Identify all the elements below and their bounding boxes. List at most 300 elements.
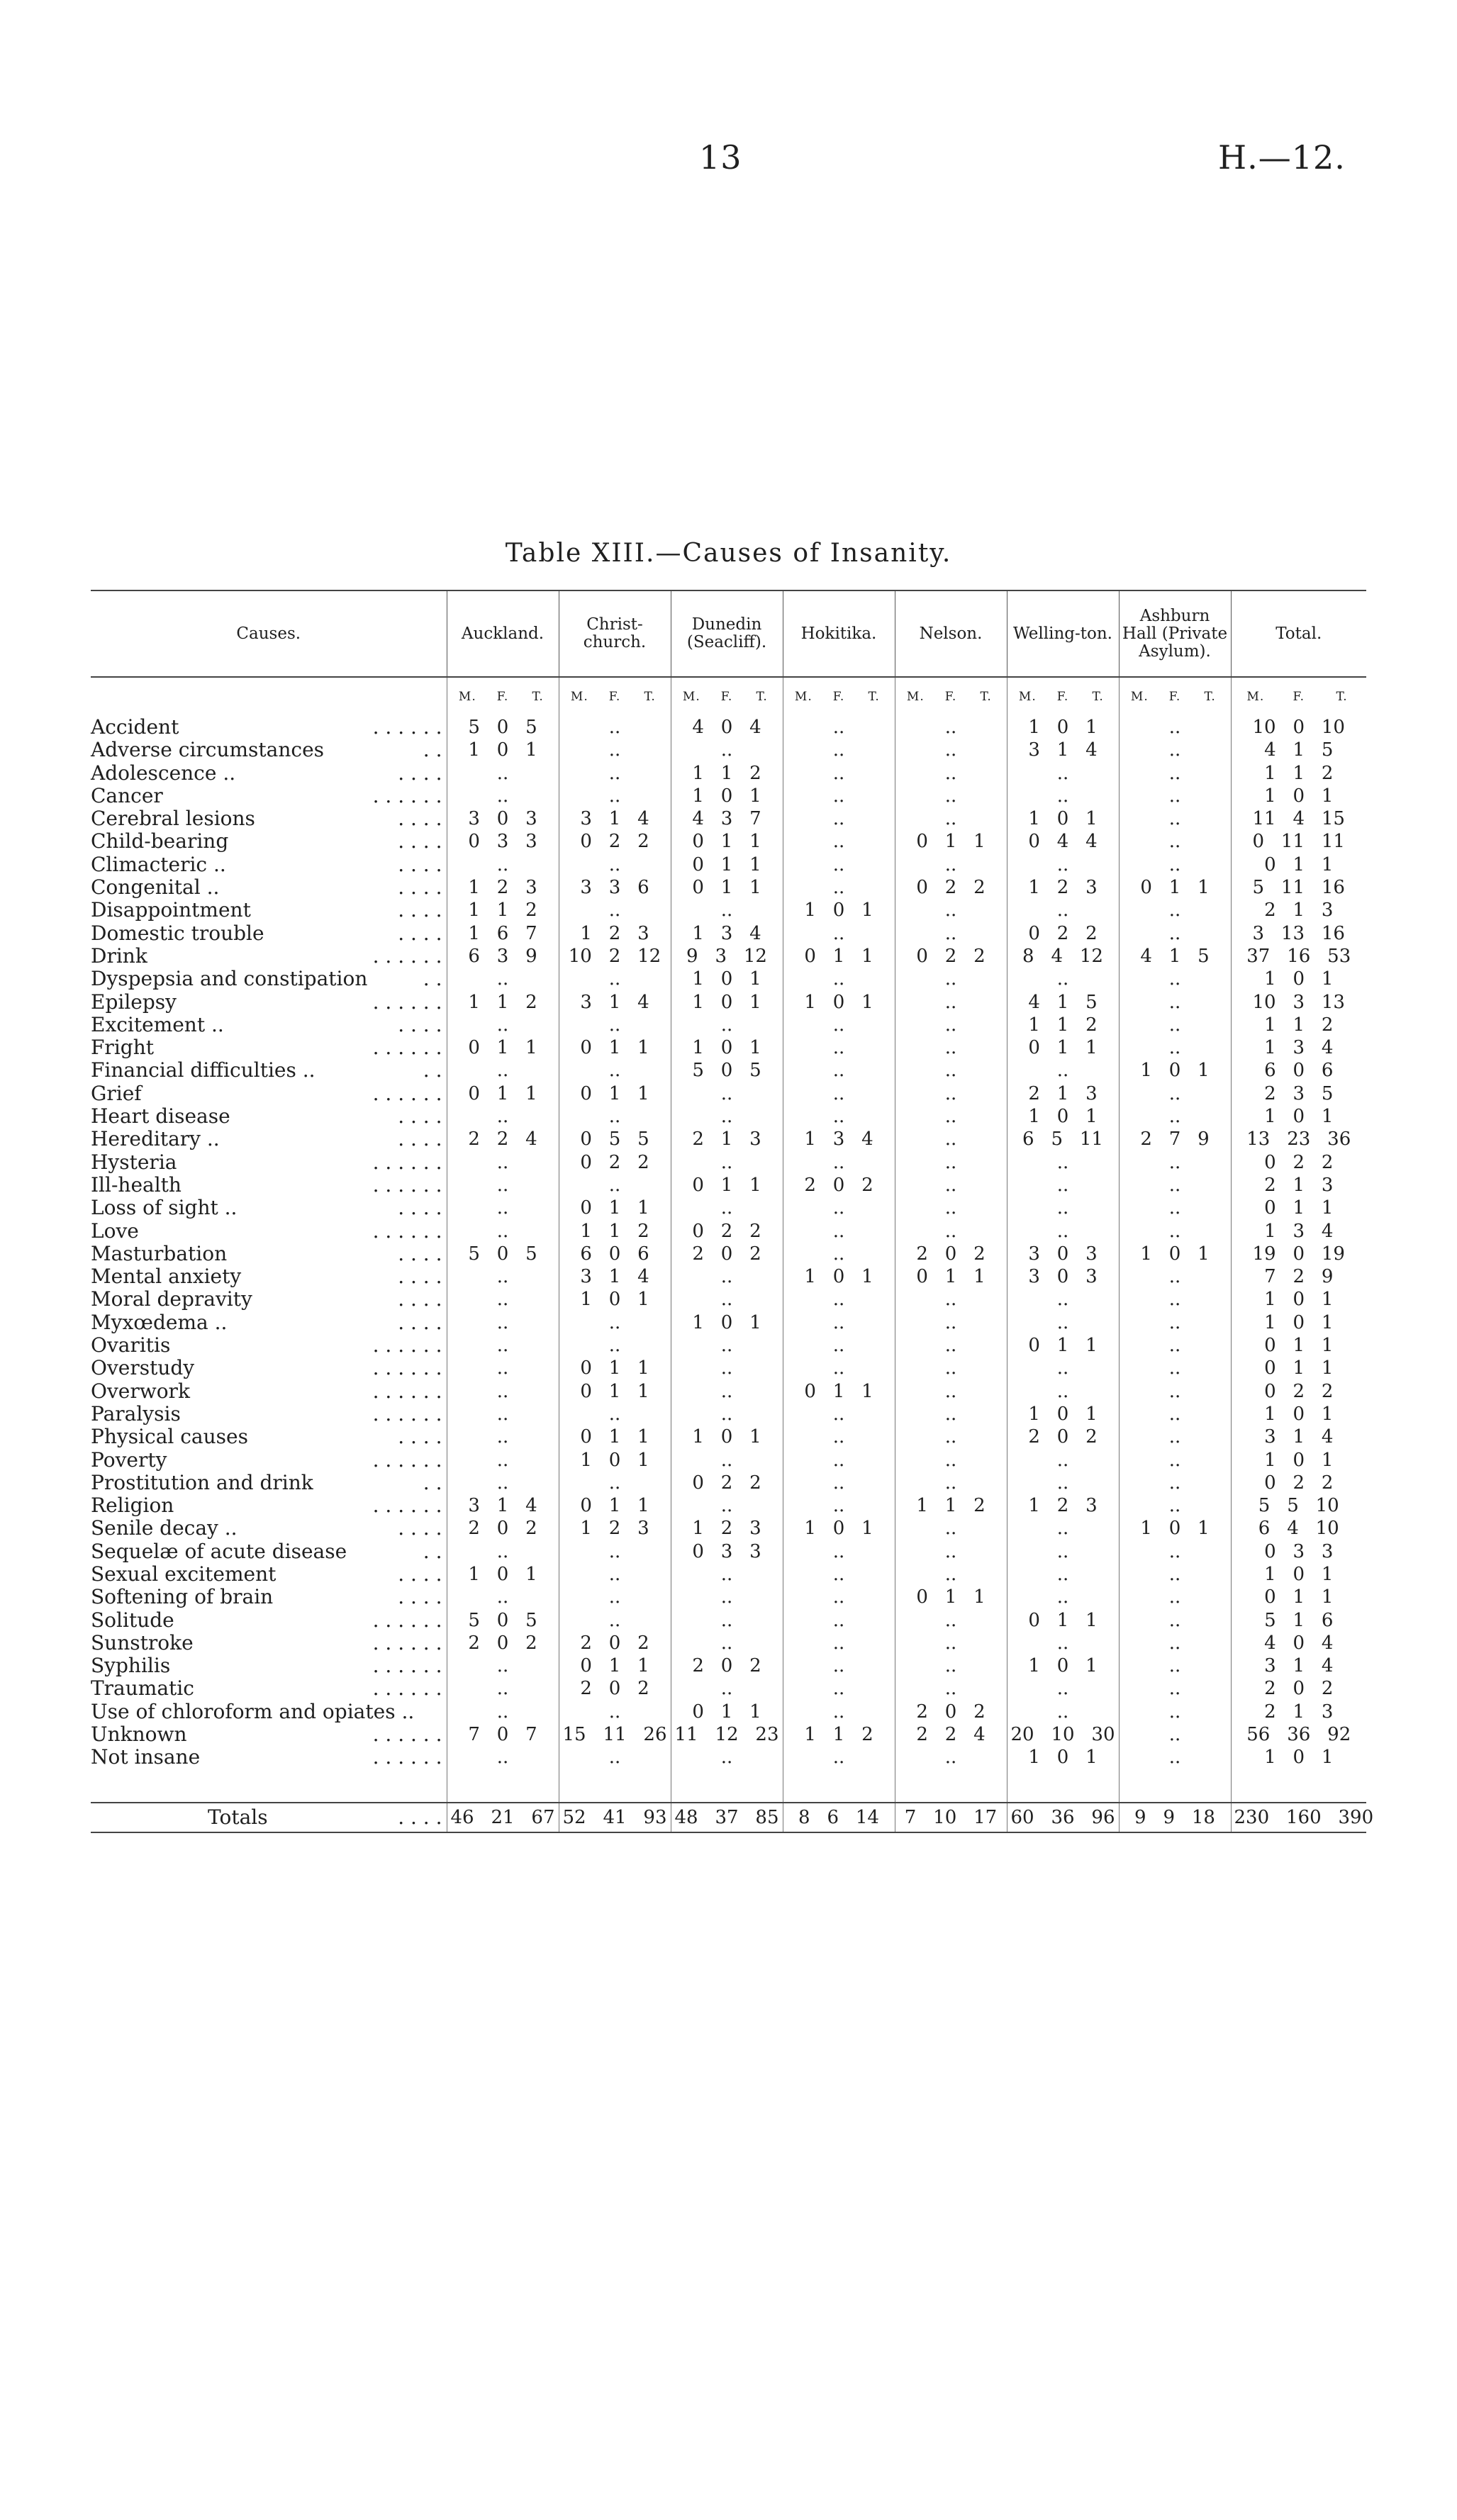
cause-label: Hysteria xyxy=(91,1150,177,1174)
cell-value: 1 2 3 xyxy=(692,1518,761,1540)
cell-value: 1 3 4 xyxy=(1264,1037,1334,1059)
cell-auckland xyxy=(447,762,559,785)
cell-christchurch xyxy=(559,1632,671,1654)
leader-dots: . . xyxy=(423,1058,442,1082)
cell-christchurch xyxy=(559,785,671,807)
cell-value: 1 0 1 xyxy=(804,991,873,1013)
cell-nelson xyxy=(895,876,1007,899)
cause-label: Softening of brain xyxy=(91,1585,274,1609)
cell-value: .. xyxy=(720,739,733,761)
cell-value: 1 0 1 xyxy=(804,1518,873,1540)
cell-value: .. xyxy=(496,1197,509,1219)
cell-nelson xyxy=(895,1380,1007,1403)
leader-dots: . . . . xyxy=(398,875,442,900)
cell-value: .. xyxy=(496,1106,509,1128)
cause-label: Mental anxiety xyxy=(91,1265,242,1289)
cell-value: .. xyxy=(496,1380,509,1402)
cell-auckland xyxy=(447,1472,559,1494)
cell-value: 1 0 1 xyxy=(804,900,873,922)
cell-wellington xyxy=(1007,1380,1119,1403)
cell-value: .. xyxy=(496,1678,509,1700)
causes-of-insanity-table xyxy=(91,590,1374,1833)
cell-value: 1 0 1 xyxy=(1028,1747,1098,1769)
cell-dunedin xyxy=(671,853,783,876)
cell-value: 3 1 4 xyxy=(468,1495,537,1517)
cell-value: .. xyxy=(832,1082,845,1104)
cell-wellington xyxy=(1007,922,1119,945)
cause-cell xyxy=(91,1701,447,1723)
cell-dunedin xyxy=(671,1243,783,1265)
cell-value: .. xyxy=(608,853,621,875)
cell-value: .. xyxy=(608,1106,621,1128)
cell-value: .. xyxy=(832,1678,845,1700)
table-row xyxy=(91,1472,1366,1494)
subheader-label: F. xyxy=(608,690,621,704)
cell-value: .. xyxy=(944,900,957,922)
cell-christchurch xyxy=(559,762,671,785)
cell-hokitika xyxy=(783,1586,895,1608)
cell-dunedin xyxy=(671,1632,783,1654)
cell-dunedin xyxy=(671,1311,783,1334)
cell-dunedin xyxy=(671,739,783,761)
column-header-wellington: Welling-ton. xyxy=(1007,590,1119,677)
cell-value: 10 0 10 xyxy=(1252,717,1345,738)
cell-value: .. xyxy=(832,877,845,899)
cell-dunedin xyxy=(671,1151,783,1174)
cell-value: 0 1 1 xyxy=(1028,1609,1098,1631)
cell-auckland xyxy=(447,1723,559,1746)
header-row xyxy=(91,590,1366,677)
cell-value: 3 13 16 xyxy=(1252,922,1345,944)
cell-value: .. xyxy=(496,968,509,990)
cell-total xyxy=(1231,1357,1366,1379)
leader-dots: . . . . xyxy=(398,1310,442,1334)
cell-value: 1 0 1 xyxy=(1264,785,1334,807)
column-header-total: Total. xyxy=(1231,590,1366,677)
subheader-label: T. xyxy=(756,690,768,704)
cell-auckland xyxy=(447,1654,559,1677)
cell-ashburn-hall xyxy=(1119,1563,1231,1586)
leader-dots: . . . . . . xyxy=(372,1608,442,1632)
cell-total xyxy=(1231,1128,1366,1150)
leader-dots: . . xyxy=(423,1470,442,1494)
cell-value: .. xyxy=(944,1082,957,1104)
cell-ashburn-hall xyxy=(1119,968,1231,990)
cell-value: 1 3 4 xyxy=(1264,1220,1334,1242)
table-row xyxy=(91,1403,1366,1426)
leader-dots: . . . . . . xyxy=(372,715,442,739)
cell-total xyxy=(1231,1220,1366,1243)
cell-nelson xyxy=(895,1105,1007,1128)
spacer-cell xyxy=(671,1769,783,1803)
cell-auckland xyxy=(447,1540,559,1563)
cause-cell xyxy=(91,1494,447,1517)
column-header-nelson: Nelson. xyxy=(895,590,1007,677)
table-row xyxy=(91,1151,1366,1174)
cell-value: 7 0 7 xyxy=(468,1724,537,1746)
cell-dunedin xyxy=(671,1563,783,1586)
cell-wellington xyxy=(1007,1128,1119,1150)
cell-value: .. xyxy=(944,1014,957,1036)
cell-value: .. xyxy=(720,1289,733,1311)
cell-hokitika xyxy=(783,1472,895,1494)
cell-dunedin xyxy=(671,1654,783,1677)
cell-value: 0 1 1 xyxy=(580,1197,649,1219)
cell-value: .. xyxy=(944,1037,957,1059)
cell-nelson xyxy=(895,1517,1007,1540)
cell-dunedin xyxy=(671,991,783,1014)
cell-value: .. xyxy=(1168,1014,1181,1036)
cell-value: .. xyxy=(608,1540,621,1562)
cell-wellington xyxy=(1007,1609,1119,1632)
cell-auckland xyxy=(447,1014,559,1036)
leader-dots: . . . . xyxy=(398,761,442,785)
table-row xyxy=(91,785,1366,807)
cell-value: .. xyxy=(1168,1357,1181,1379)
cell-value: .. xyxy=(1056,1311,1069,1333)
cell-dunedin xyxy=(671,899,783,922)
cell-total xyxy=(1231,1174,1366,1197)
cell-value: .. xyxy=(1056,1518,1069,1540)
cell-hokitika xyxy=(783,899,895,922)
cell-nelson xyxy=(895,1403,1007,1426)
cell-value: 1 0 1 xyxy=(1140,1518,1210,1540)
cell-nelson xyxy=(895,1654,1007,1677)
cell-total xyxy=(1231,1449,1366,1472)
cell-value: .. xyxy=(944,1174,957,1196)
cell-christchurch xyxy=(559,1357,671,1379)
leader-dots: . . . . xyxy=(398,1241,442,1265)
cell-value: .. xyxy=(1056,1449,1069,1471)
cell-value: .. xyxy=(944,1060,957,1082)
cell-nelson xyxy=(895,945,1007,968)
cell-hokitika xyxy=(783,1334,895,1357)
cell-value: .. xyxy=(832,1243,845,1265)
cell-hokitika xyxy=(783,1288,895,1311)
cell-nelson xyxy=(895,922,1007,945)
cell-value: 9 9 18 xyxy=(1134,1806,1215,1828)
table-row xyxy=(91,716,1366,739)
cell-hokitika xyxy=(783,762,895,785)
cell-value: 7 2 9 xyxy=(1264,1266,1334,1288)
cell-value: .. xyxy=(1056,1632,1069,1654)
cause-label: Loss of sight .. xyxy=(91,1196,238,1220)
cell-dunedin xyxy=(671,762,783,785)
cause-cell xyxy=(91,1197,447,1219)
cell-dunedin xyxy=(671,1197,783,1219)
cell-christchurch xyxy=(559,1494,671,1517)
cell-nelson xyxy=(895,1311,1007,1334)
cell-hokitika xyxy=(783,968,895,990)
cell-value: .. xyxy=(1168,1609,1181,1631)
cell-wellington xyxy=(1007,853,1119,876)
cell-value: .. xyxy=(944,1518,957,1540)
cell-wellington xyxy=(1007,1677,1119,1700)
cause-cell xyxy=(91,899,447,922)
cell-hokitika xyxy=(783,1632,895,1654)
cell-christchurch xyxy=(559,899,671,922)
cell-dunedin xyxy=(671,1105,783,1128)
cell-value: 0 1 1 xyxy=(916,831,986,853)
cell-value: 13 23 36 xyxy=(1246,1129,1351,1150)
cell-value: 2 0 2 xyxy=(468,1518,537,1540)
cell-value: .. xyxy=(832,1701,845,1723)
cell-ashburn-hall xyxy=(1119,1586,1231,1608)
cell-christchurch xyxy=(559,1014,671,1036)
cell-christchurch xyxy=(559,1288,671,1311)
leader-dots: . . . . . . xyxy=(372,783,442,807)
cell-value: 3 0 3 xyxy=(1028,1266,1098,1288)
cell-hokitika xyxy=(783,1701,895,1723)
cause-label: Congenital .. xyxy=(91,875,220,900)
table-row xyxy=(91,1563,1366,1586)
cause-cell xyxy=(91,1472,447,1494)
cell-hokitika xyxy=(783,1311,895,1334)
cell-value: 2 0 2 xyxy=(916,1243,986,1265)
cell-value: .. xyxy=(832,1106,845,1128)
cell-hokitika xyxy=(783,1082,895,1105)
cell-hokitika xyxy=(783,876,895,899)
cell-value: .. xyxy=(832,1586,845,1608)
table-row xyxy=(91,1494,1366,1517)
cell-value: 1 0 1 xyxy=(692,1311,761,1333)
cell-ashburn-hall xyxy=(1119,1220,1231,1243)
cell-value: 0 1 1 xyxy=(916,1586,986,1608)
cell-value: .. xyxy=(832,1357,845,1379)
cell-auckland xyxy=(447,1357,559,1379)
cell-value: 0 1 1 xyxy=(692,1701,761,1723)
table-row xyxy=(91,853,1366,876)
cell-value: .. xyxy=(832,1426,845,1448)
cause-cell xyxy=(91,807,447,830)
cell-value: 3 1 4 xyxy=(1264,1426,1334,1448)
cell-hokitika xyxy=(783,1449,895,1472)
cell-nelson xyxy=(895,1563,1007,1586)
cell-value: 5 0 5 xyxy=(692,1060,761,1082)
cause-label: Epilepsy xyxy=(91,990,177,1014)
cell-auckland xyxy=(447,1563,559,1586)
cell-value: 0 1 1 xyxy=(804,1380,873,1402)
cell-value: 8 4 12 xyxy=(1022,945,1103,967)
cell-ashburn-hall xyxy=(1119,1288,1231,1311)
cell-dunedin xyxy=(671,1540,783,1563)
leader-dots: . . . . xyxy=(398,1425,442,1449)
cell-value: 1 1 2 xyxy=(1264,762,1334,784)
cell-total xyxy=(1231,1334,1366,1357)
cell-wellington xyxy=(1007,1654,1119,1677)
cell-value: .. xyxy=(1168,1655,1181,1677)
cell-auckland xyxy=(447,1036,559,1059)
table-row xyxy=(91,1540,1366,1563)
cell-dunedin xyxy=(671,1220,783,1243)
cell-value: .. xyxy=(944,968,957,990)
table-row xyxy=(91,1334,1366,1357)
cell-value: .. xyxy=(944,1289,957,1311)
cell-value: .. xyxy=(832,1403,845,1425)
cell-auckland xyxy=(447,830,559,853)
leader-dots: . . xyxy=(423,1539,442,1563)
cell-auckland xyxy=(447,968,559,990)
cell-ashburn-hall xyxy=(1119,1677,1231,1700)
cell-hokitika xyxy=(783,1563,895,1586)
cell-christchurch xyxy=(559,968,671,990)
cell-value: 1 0 1 xyxy=(1264,1311,1334,1333)
cause-label: Financial difficulties .. xyxy=(91,1058,316,1082)
cause-label: Overstudy xyxy=(91,1356,195,1380)
subheader-label: F. xyxy=(1293,690,1305,704)
cell-total xyxy=(1231,1472,1366,1494)
cell-auckland xyxy=(447,1174,559,1197)
cell-ashburn-hall xyxy=(1119,1357,1231,1379)
cell-christchurch xyxy=(559,1220,671,1243)
cell-value: 11 4 15 xyxy=(1252,808,1345,830)
cell-hokitika xyxy=(783,1036,895,1059)
cell-value: 2 2 4 xyxy=(468,1129,537,1150)
cell-value: 1 0 1 xyxy=(1264,1289,1334,1311)
table-row xyxy=(91,1197,1366,1219)
cell-value: .. xyxy=(720,1380,733,1402)
cell-wellington xyxy=(1007,1197,1119,1219)
cell-auckland xyxy=(447,1494,559,1517)
cell-auckland xyxy=(447,1059,559,1082)
cell-value: 0 1 1 xyxy=(1140,877,1210,899)
cell-ashburn-hall xyxy=(1119,853,1231,876)
cell-dunedin xyxy=(671,1449,783,1472)
cell-value: 0 1 1 xyxy=(1264,853,1334,875)
cause-cell xyxy=(91,1288,447,1311)
cell-value: 3 1 4 xyxy=(580,1266,649,1288)
cell-value: .. xyxy=(1056,1197,1069,1219)
cell-value: 0 1 1 xyxy=(916,1266,986,1288)
cell-value: 3 1 4 xyxy=(1264,1655,1334,1677)
subheader-label: M. xyxy=(1246,690,1265,704)
cell-ashburn-hall xyxy=(1119,1014,1231,1036)
cell-total xyxy=(1231,1803,1374,1832)
cell-value: 1 0 1 xyxy=(1264,1563,1334,1585)
cell-value: 3 3 6 xyxy=(580,877,649,899)
cell-nelson xyxy=(895,1540,1007,1563)
cell-value: .. xyxy=(1168,1495,1181,1517)
cell-value: 1 0 1 xyxy=(1028,1655,1098,1677)
cell-value: 1 3 4 xyxy=(692,922,761,944)
cell-value: .. xyxy=(944,808,957,830)
cell-value: .. xyxy=(1056,1060,1069,1082)
subheader-label: T. xyxy=(1204,690,1216,704)
cell-value: .. xyxy=(1168,785,1181,807)
cell-value: 2 1 3 xyxy=(1264,900,1334,922)
subheader-label: F. xyxy=(496,690,509,704)
cell-value: 5 0 5 xyxy=(468,717,537,738)
subheader-empty xyxy=(91,677,447,716)
column-header-dunedin: Dunedin (Seacliff). xyxy=(671,590,783,677)
table-row xyxy=(91,1609,1366,1632)
cell-value: 6 5 11 xyxy=(1022,1129,1103,1150)
cell-nelson xyxy=(895,1288,1007,1311)
cell-wellington xyxy=(1007,1174,1119,1197)
cell-value: .. xyxy=(832,853,845,875)
cell-value: 2 1 3 xyxy=(1264,1174,1334,1196)
cell-value: .. xyxy=(608,1311,621,1333)
cell-wellington xyxy=(1007,807,1119,830)
cell-hokitika xyxy=(783,1014,895,1036)
cell-dunedin xyxy=(671,716,783,739)
cell-ashburn-hall xyxy=(1119,1426,1231,1448)
cause-cell xyxy=(91,922,447,945)
cause-label: Dyspepsia and constipation xyxy=(91,967,368,991)
cell-hokitika xyxy=(783,1174,895,1197)
cell-wellington xyxy=(1007,762,1119,785)
cell-wellington xyxy=(1007,1311,1119,1334)
leader-dots: . . . . xyxy=(398,1516,442,1540)
cell-value: .. xyxy=(496,1403,509,1425)
cell-auckland xyxy=(447,1288,559,1311)
cell-wellington xyxy=(1007,1494,1119,1517)
cell-auckland xyxy=(447,1128,559,1150)
cell-value: 52 41 93 xyxy=(562,1806,667,1828)
cell-value: .. xyxy=(1168,1426,1181,1448)
cell-ashburn-hall xyxy=(1119,1174,1231,1197)
cause-cell xyxy=(91,785,447,807)
cell-nelson xyxy=(895,1746,1007,1769)
cell-value: 1 2 3 xyxy=(1028,1495,1098,1517)
cell-auckland xyxy=(447,1105,559,1128)
leader-dots: . . . . xyxy=(398,829,442,853)
cause-cell xyxy=(91,991,447,1014)
subheader-label: M. xyxy=(906,690,925,704)
cell-total xyxy=(1231,1746,1366,1769)
cell-wellington xyxy=(1007,1334,1119,1357)
table-row xyxy=(91,1014,1366,1036)
cell-ashburn-hall xyxy=(1119,762,1231,785)
cell-auckland xyxy=(447,1803,559,1832)
cell-ashburn-hall xyxy=(1119,1036,1231,1059)
cell-dunedin xyxy=(671,1082,783,1105)
cell-total xyxy=(1231,1494,1366,1517)
leader-dots: . . . . xyxy=(398,1012,442,1036)
cause-label: Heart disease xyxy=(91,1104,230,1129)
cell-value: .. xyxy=(720,1632,733,1654)
cell-nelson xyxy=(895,739,1007,761)
cell-value: .. xyxy=(496,853,509,875)
cell-ashburn-hall xyxy=(1119,1494,1231,1517)
cell-ashburn-hall xyxy=(1119,991,1231,1014)
cell-value: .. xyxy=(608,1060,621,1082)
cell-value: 2 0 2 xyxy=(580,1678,649,1700)
cell-christchurch xyxy=(559,1563,671,1586)
subheader-label: T. xyxy=(532,690,544,704)
cell-value: .. xyxy=(1056,1380,1069,1402)
cause-cell xyxy=(91,739,447,761)
cause-cell xyxy=(91,1426,447,1448)
spacer-row xyxy=(91,1769,1366,1803)
cell-value: .. xyxy=(608,1586,621,1608)
cause-label: Accident xyxy=(91,715,179,739)
cell-ashburn-hall xyxy=(1119,899,1231,922)
cell-ashburn-hall xyxy=(1119,785,1231,807)
cell-hokitika xyxy=(783,853,895,876)
cell-christchurch xyxy=(559,1723,671,1746)
leader-dots: . . . . xyxy=(398,1562,442,1586)
cell-value: 0 1 1 xyxy=(580,1037,649,1059)
cause-label: Religion xyxy=(91,1494,174,1518)
subheader-label: T. xyxy=(980,690,992,704)
table-row xyxy=(91,1265,1366,1288)
cell-value: .. xyxy=(720,1449,733,1471)
cause-label: Moral depravity xyxy=(91,1287,252,1311)
cell-auckland xyxy=(447,1517,559,1540)
cell-value: 3 0 3 xyxy=(1028,1243,1098,1265)
table-row xyxy=(91,739,1366,761)
